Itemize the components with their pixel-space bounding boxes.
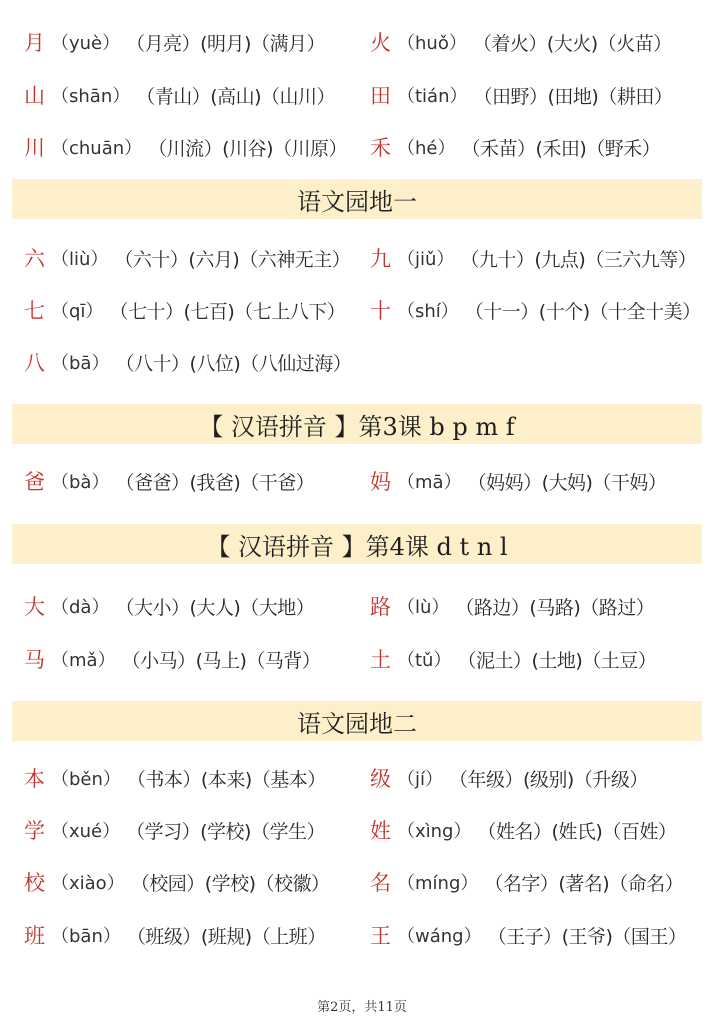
example-words: （着火）(大火)（火苗） [472, 32, 672, 55]
vocab-entry [24, 915, 326, 955]
pinyin: （wáng） [397, 926, 482, 947]
vocab-entry [370, 758, 648, 798]
pinyin: （yuè） [51, 33, 121, 54]
vocab-row [0, 75, 724, 115]
hanzi-character: 十 [370, 299, 391, 323]
example-words: （书本）(本来)（基本） [126, 768, 326, 791]
vocab-row [0, 810, 724, 850]
hanzi-character: 学 [24, 819, 45, 843]
hanzi-character: 七 [24, 299, 45, 323]
hanzi-character: 妈 [370, 470, 391, 494]
section-banner: 语文园地一 [12, 179, 702, 219]
pinyin: （tián） [397, 86, 468, 107]
pinyin: （lù） [397, 597, 450, 618]
vocab-row [0, 342, 724, 382]
example-words: （七十）(七百)（七上八下） [109, 300, 346, 323]
hanzi-character: 火 [370, 31, 391, 55]
pinyin: （jí） [397, 769, 444, 790]
hanzi-character: 禾 [370, 136, 391, 160]
vocab-row [0, 862, 724, 902]
vocab-row [0, 639, 724, 679]
pinyin: （liù） [51, 249, 109, 270]
hanzi-character: 校 [24, 871, 45, 895]
example-words: （川流）(川谷)（川原） [148, 137, 347, 160]
hanzi-character: 姓 [370, 819, 391, 843]
pinyin: （bā） [51, 353, 110, 374]
section-banner: 语文园地二 [12, 701, 702, 741]
vocab-entry [370, 238, 696, 278]
pinyin: （shí） [397, 301, 459, 322]
vocab-entry [370, 586, 654, 626]
vocab-entry [370, 639, 656, 679]
example-words: （十一）(十个)（十全十美） [464, 300, 701, 323]
vocab-entry [24, 758, 326, 798]
vocab-entry [370, 461, 666, 501]
example-words: （姓名）(姓氏)（百姓） [477, 820, 677, 843]
pinyin: （bà） [51, 472, 110, 493]
example-words: （王子）(王爷)（国王） [487, 925, 687, 948]
example-words: （六十）(六月)（六神无主） [114, 248, 351, 271]
hanzi-character: 田 [370, 84, 391, 108]
hanzi-character: 本 [24, 767, 45, 791]
hanzi-character: 大 [24, 595, 45, 619]
pinyin: （mā） [397, 472, 462, 493]
hanzi-character: 土 [370, 648, 391, 672]
vocab-entry [24, 342, 351, 382]
pinyin: （mǎ） [51, 650, 116, 671]
pinyin: （huǒ） [397, 33, 467, 54]
vocab-entry [370, 915, 686, 955]
pinyin: （xìng） [397, 821, 472, 842]
example-words: （泥土）(土地)（土豆） [457, 649, 657, 672]
vocab-entry [24, 127, 347, 167]
vocab-entry [370, 290, 701, 330]
example-words: （校园）(学校)（校徽） [130, 872, 330, 895]
example-words: （爸爸）(我爸)（干爸） [115, 471, 315, 494]
example-words: （路边）(马路)（路过） [455, 596, 655, 619]
vocab-row [0, 758, 724, 798]
example-words: （九十）(九点)（三六九等） [460, 248, 697, 271]
pinyin: （chuān） [51, 138, 143, 159]
pinyin: （dà） [51, 597, 110, 618]
vocab-entry [370, 75, 672, 115]
hanzi-character: 六 [24, 247, 45, 271]
example-words: （年级）(级别)（升级） [449, 768, 648, 791]
vocab-entry [24, 810, 325, 850]
vocab-entry [24, 22, 325, 62]
section-banner: 【 汉语拼音 】第4课 d t n l [12, 524, 702, 564]
hanzi-character: 月 [24, 31, 45, 55]
pinyin: （tǔ） [397, 650, 452, 671]
vocab-entry [24, 238, 350, 278]
hanzi-character: 名 [370, 871, 391, 895]
vocab-entry [370, 127, 660, 167]
pinyin: （míng） [397, 873, 479, 894]
example-words: （青山）(高山)（山川） [136, 85, 336, 108]
example-words: （田野）(田地)（耕田） [473, 85, 673, 108]
example-words: （月亮）(明月)（满月） [126, 32, 325, 55]
hanzi-character: 马 [24, 648, 45, 672]
pinyin: （xiào） [51, 873, 125, 894]
vocab-row [0, 127, 724, 167]
hanzi-character: 路 [370, 595, 391, 619]
vocab-entry [370, 22, 672, 62]
hanzi-character: 八 [24, 351, 45, 375]
vocab-entry [24, 461, 314, 501]
example-words: （大小）(大人)（大地） [115, 596, 315, 619]
section-banner: 【 汉语拼音 】第3课 b p m f [12, 404, 702, 444]
vocab-row [0, 290, 724, 330]
pinyin: （bān） [51, 926, 121, 947]
vocab-row [0, 915, 724, 955]
hanzi-character: 九 [370, 247, 391, 271]
vocab-entry [370, 862, 683, 902]
hanzi-character: 班 [24, 924, 45, 948]
hanzi-character: 爸 [24, 470, 45, 494]
example-words: （妈妈）(大妈)（干妈） [467, 471, 667, 494]
example-words: （班级）(班规)（上班） [126, 925, 326, 948]
vocab-entry [24, 586, 314, 626]
pinyin: （shān） [51, 86, 131, 107]
pinyin: （běn） [51, 769, 121, 790]
example-words: （八十）(八位)（八仙过海） [115, 352, 352, 375]
vocab-entry [24, 290, 345, 330]
vocab-entry [24, 639, 320, 679]
example-words: （小马）(马上)（马背） [121, 649, 321, 672]
vocab-entry [370, 810, 676, 850]
example-words: （禾苗）(禾田)（野禾） [461, 137, 661, 160]
hanzi-character: 级 [370, 767, 391, 791]
vocab-row [0, 238, 724, 278]
vocab-entry [24, 75, 335, 115]
pinyin: （xué） [51, 821, 121, 842]
pinyin: （qī） [51, 301, 104, 322]
vocab-entry [24, 862, 330, 902]
pinyin: （hé） [397, 138, 456, 159]
vocab-row [0, 22, 724, 62]
pinyin: （jiǔ） [397, 249, 455, 270]
vocab-row [0, 461, 724, 501]
example-words: （名字）(著名)（命名） [484, 872, 684, 895]
example-words: （学习）(学校)（学生） [126, 820, 325, 843]
hanzi-character: 川 [24, 136, 45, 160]
hanzi-character: 王 [370, 924, 391, 948]
page-number-footer: 第2页，共11页 [317, 1000, 407, 1015]
hanzi-character: 山 [24, 84, 45, 108]
vocab-row [0, 586, 724, 626]
